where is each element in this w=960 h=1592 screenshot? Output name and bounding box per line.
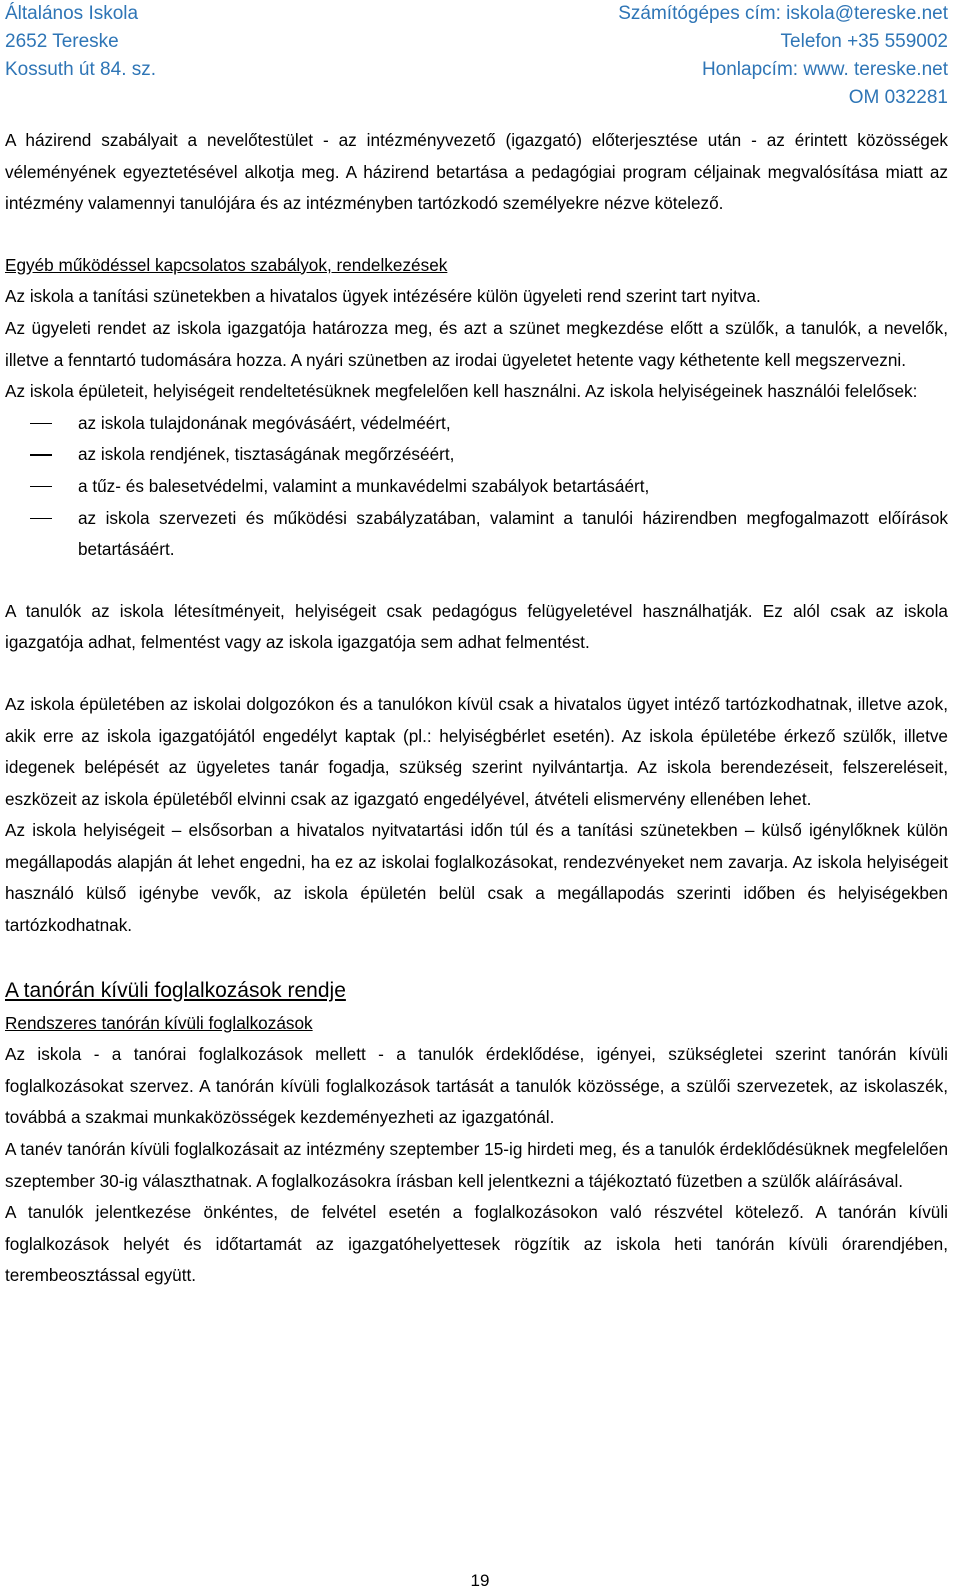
paragraph: Az iskola épületeit, helyiségeit rendeltetésüknek megfelelően kell használni. Az iskola helyiségeinek használói felelősek: <box>5 381 918 402</box>
dash-bullet-icon <box>30 518 52 519</box>
paragraph: A tanulók jelentkezése önkéntes, de felvétel esetén a foglalkozásokon való részvétel kötelező. A tanórán kívüli foglalkozások helyét és időtartamát az igazgatóhelyettesek rögzítik az iskola heti tanórán kívüli órarendjében, terembeosztással együtt. <box>5 1202 948 1286</box>
school-city: 2652 Tereske <box>5 31 119 52</box>
letterhead-address <box>5 0 156 84</box>
spacer <box>5 942 948 974</box>
spacer <box>5 220 948 250</box>
school-phone: Telefon +35 559002 <box>780 31 948 52</box>
list-item: az iskola szervezeti és működési szabályzatában, valamint a tanulói házirendben megfogalmazott előírások betartásáért. <box>5 503 948 566</box>
dash-bullet-icon <box>30 454 52 455</box>
dash-bullet-icon <box>30 423 52 424</box>
chapter-title-extracurricular: A tanórán kívüli foglalkozások rendje <box>5 978 346 1002</box>
responsibility-list <box>5 408 948 566</box>
list-item: az iskola tulajdonának megóvásáért, védelméért, <box>5 408 948 440</box>
spacer <box>5 566 948 596</box>
school-name: Általános Iskola <box>5 3 139 24</box>
school-street: Kossuth út 84. sz. <box>5 59 157 80</box>
school-email: Számítógépes cím: iskola@tereske.net <box>618 3 948 24</box>
document-body <box>5 125 948 1292</box>
paragraph: Az iskola épületében az iskolai dolgozókon és a tanulókon kívül csak a hivatalos ügyet intéző tartózkodhatnak, illetve azok, akik erre az iskola igazgatójától engedélyt kaptak (pl.: helyiségbérlet esetén). Az iskola épületébe érkező szülők, illetve idegenek belépését az ügyeletes tanár fogadja, szükség szerint nyilvántartja. Az iskola berendezéseit, felszereléseit, eszközeit az iskola épületéből elvinni csak az igazgató engedélyével, átvételi elismervény ellenében lehet. <box>5 693 948 809</box>
letterhead <box>5 0 948 112</box>
paragraph: Az iskola helyiségeit – elsősorban a hivatalos nyitvatartási időn túl és a tanítási szünetekben – külső igénylőknek külön megállapodás alapján át lehet engedni, ha ez az iskolai foglalkozásokat, rendezvényeket nem zavarja. Az iskola helyiségeit használó külső igénybe vevők, az iskola épületén belül csak a megállapodás szerinti időben és helyiségekben tartózkodhatnak. <box>5 820 948 936</box>
paragraph: A tanulók az iskola létesítményeit, helyiségeit csak pedagógus felügyeletével használhatják. Ez alól csak az iskola igazgatója adhat, felmentést vagy az iskola igazgatója sem adhat felmentést. <box>5 600 948 653</box>
section-subtitle-regular: Rendszeres tanórán kívüli foglalkozások <box>5 1012 313 1033</box>
section-title-operations: Egyéb működéssel kapcsolatos szabályok, rendelkezések <box>5 254 448 275</box>
school-website: Honlapcím: www. tereske.net <box>701 59 948 80</box>
list-item: az iskola rendjének, tisztaságának megőrzéséért, <box>5 439 948 471</box>
paragraph: A tanév tanórán kívüli foglalkozásait az intézmény szeptember 15-ig hirdeti meg, és a tanulók érdeklődésüknek megfelelően szeptember 30-ig választhatnak. A foglalkozásokra írásban kell jelentkezni a tájékoztató füzetben a szülők aláírásával. <box>5 1139 948 1191</box>
intro-paragraph: A házirend szabályait a nevelőtestület - az intézményvezető (igazgató) előterjesztése után - az érintett közösségek véleményének egyeztetésével alkotja meg. A házirend betartása a pedagógiai program céljainak megvalósítása miatt az intézmény valamennyi tanulójára és az intézményben tartózkodó személyekre nézve kötelező. <box>5 130 948 214</box>
paragraph: Az ügyeleti rendet az iskola igazgatója határozza meg, és azt a szünet megkezdése előtt a szülők, a tanulók, a nevelők, illetve a fenntartó tudomására hozza. A nyári szünetben az irodai ügyeletet hetente vagy kéthetente kell megszervezni. <box>5 317 948 370</box>
letterhead-contact <box>618 0 948 112</box>
page-number: 19 <box>470 1571 490 1590</box>
list-item: a tűz- és balesetvédelmi, valamint a munkavédelmi szabályok betartásáért, <box>5 471 948 503</box>
paragraph: Az iskola - a tanórai foglalkozások mellett - a tanulók érdeklődése, igényei, szükségletei szerint tanórán kívüli foglalkozásokat szervez. A tanórán kívüli foglalkozások tartását a tanulók közössége, a szülői szervezetek, az iskolaszék, továbbá a szakmai munkaközösségek kezdeményezheti az igazgatónál. <box>5 1044 948 1128</box>
spacer <box>5 659 948 689</box>
paragraph: Az iskola a tanítási szünetekben a hivatalos ügyek intézésére külön ügyeleti rend szerint tart nyitva. <box>5 286 761 307</box>
dash-bullet-icon <box>30 486 52 487</box>
school-om-id: OM 032281 <box>848 87 948 108</box>
